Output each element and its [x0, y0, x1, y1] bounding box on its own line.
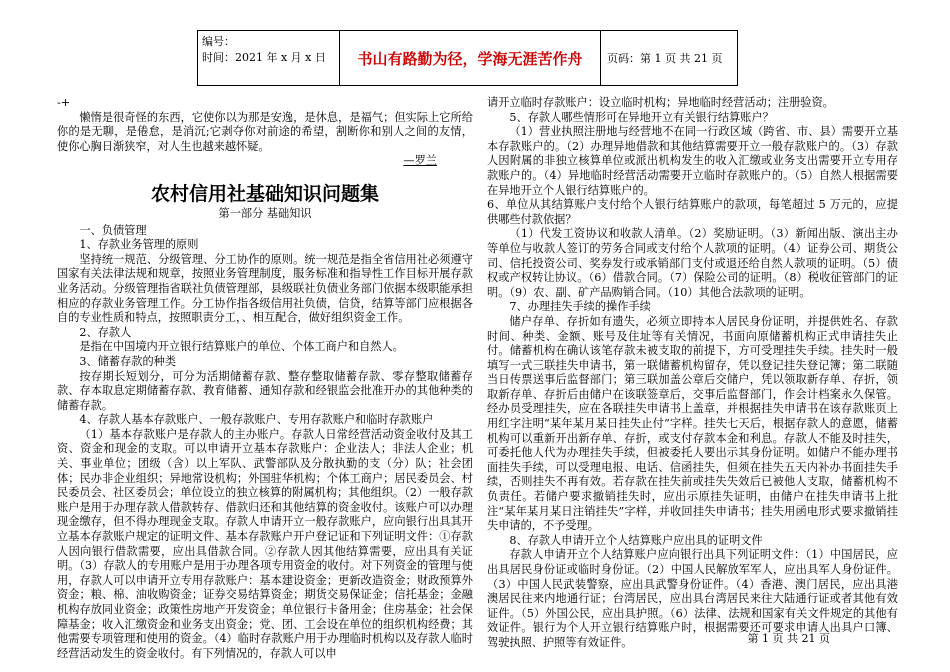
heading-1-2: 2、存款人 [79, 325, 132, 339]
paragraph-loss-report: 储户存单、存折如有遗失，必须立即持本人居民身份证明，并提供姓名、存款时间、种类、金额、账号及住址等有关情况，书面向原储蓄机构正式申请挂失止付。储蓄机构在确认该笔存款未被支取的前提下，方可受理挂失手续。挂失时一般填写一式三联挂失申请书，第一联储蓄机构留存，凭以登记挂失登记簿；第二联随当日传票送事后监督部门；第三联加盖公章后交储户，凭以领取新存单、存折，领取新存单、存折后由储户在该联签章后，交事后监督部门，作会计档案永久保管。经办员受理挂失，应在各联挂失申请书上盖章，并根据挂失申请书在该存款账页上用红字注明“某年某月某日挂失止付”字样。挂失七天后，根据存款人的意愿，储蓄机构可以重新开出新存单、存折，或支付存款本金和利息。存款人不能及时挂失，可委托他人代为办理挂失手续，但被委托人要出示其身份证明。如储户不能办理书面挂失手续，可以受理电报、电话、信函挂失，但须在挂失五天内补办书面挂失手续，否则挂失不再有效。若存款在挂失前或挂失失效后已被他人支取，储蓄机构不负责任。若储户要求撤销挂失时，应出示原挂失证明，由储户在挂失申请书上批注“某年某月某日注销挂失”字样，并收回挂失申请书；挂失用函电形式要求撤销挂失申请的，不予受理。 [487, 314, 898, 533]
left-column [57, 96, 473, 661]
heading-1-3: 3、储蓄存款的种类 [79, 354, 177, 368]
page-header [197, 30, 738, 86]
paragraph-id-documents: 存款人申请开立个人结算账户应向银行出具下列证明文件：（1）中国居民，应出具居民身份证或临时身份证。（2）中国人民解放军军人，应出具军人身份证件。（3）中国人民武装警察，应出具武警身份证件。（4）香港、澳门居民，应出具港澳居民往来内地通行证；台湾居民，应出具台湾居民来往大陆通行证或者其他有效证件。（5）外国公民，应出具护照。（6）法律、法规和国家有关文件规定的其他有效证件。银行为个人开立银行结算账户时，根据需要还可要求申请人出具户口簿、驾驶执照、护照等有效证件。 [487, 548, 898, 649]
heading-1-4: 4、存款人基本存款账户、一般存款账户、专用存款账户和临时存款账户 [79, 413, 434, 427]
heading-5: 5、存款人哪些情形可在异地开立有关银行结算账户？ [509, 110, 774, 124]
heading-8: 8、存款人申请开立个人结算账户应出具的证明文件 [509, 533, 763, 547]
opening-quote: 懒惰是很奇怪的东西，它使你以为那是安逸，是休息，是福气；但实际上它所给你的是无聊，是倦怠，是消沉;它剥夺你对前途的希望，割断你和别人之间的友情，使你心胸日渐狭窄，对人生也越来越怀疑。 [57, 110, 473, 153]
paragraph-payment-basis: （1）代发工资协议和收款人清单。（2）奖励证明。（3）新闻出版、演出主办等单位与收款人签订的劳务合同或支付给个人款项的证明。（4）证券公司、期货公司、信托投资公司、奖券发行或承销部门支付或退还给自然人款项的证明。（5）债权或产权转让协议。（6）借款合同。（7）保险公司的证明。（8）税收征管部门的证明。（9）农、副、矿产品购销合同。（10）其他合法款项的证明。 [487, 227, 898, 299]
paragraph-principles: 坚持统一规范、分级管理、分工协作的原则。统一规范是指全省信用社必须遵守国家有关法律法规和规章，按照业务管理制度，服务标准和指导性工作目标开展存款业务活动。分级管理指省联社负债管理部，县级联社负债业务部门依据本级职能承担相应的存款业务管理工作。分工协作指各级信用社负债，信贷，结算等部门应根据各自的专业性质和特点，按照职责分工，、相互配合，做好组织资金工作。 [57, 252, 473, 325]
header-meta [198, 31, 340, 85]
document-number-label: 编号： [202, 35, 235, 48]
right-column [487, 96, 898, 651]
dash-marker: -+ [57, 96, 71, 109]
paragraph-offsite-accounts: （1）营业执照注册地与经营地不在同一行政区域（跨省、市、县）需要开立基本存款账户的。（2）办理异地借款和其他结算需要开立一般存款账户的。（3）存款人因附属的非独立核算单位或派出机构发生的收入汇缴或业务支出需要开立专用存款账户的。（4）异地临时经营活动需要开立临时存款账户的。（5）自然人根据需要在异地开立个人银行结算账户的。 [487, 125, 898, 197]
paragraph-account-types: （1）基本存款账户是存款人的主办账户。存款人日常经营活动资金收付及其工资、资金和现金的支取。可以申请开立基本存款账户：企业法人；非法人企业；机关、事业单位；团级（含）以上军队、武警部队及分散执勤的支（分）队；社会团体；民办非企业组织；异地常设机构；外国驻华机构；个体工商户；居民委员会、村民委员会、社区委员会；单位设立的独立核算的附属机构；其他组织。（2）一般存款账户是用于办理存款人借款转存、借款归还和其他结算的资金收付。该账户可以办理现金缴存，但不得办理现金支取。存款人申请开立一般存款账户，应向银行出具其开立基本存款账户规定的证明文件、基本存款账户开户登记证和下列证明文件：①存款人因向银行借款需要，应出具借款合同。②存款人因其他结算需要，应出具有关证明。（3）存款人的专用账户是用于办理各项专用资金的收付。对下列资金的管理与使用，存款人可以申请开立专用存款账户：基本建设资金；更新改造资金；财政预算外资金；粮、棉、油收购资金；证券交易结算资金；期货交易保证金；信托基金；金融机构存放同业资金；政策性房地产开发资金；单位银行卡备用金；住房基金；社会保障基金；收入汇缴资金和业务支出资金；党、团、工会设在单位的组织机构经费；其他需要专项管理和使用的资金。（4）临时存款账户用于办理临时机构以及存款人临时经营活动发生的资金收付。有下列情况的，存款人可以申 [57, 427, 473, 660]
heading-7: 7、办理挂失手续的操作手续 [509, 300, 651, 314]
paragraph-deposit-types: 按存期长短划分，可分为活期储蓄存款、整存整取储蓄存款、零存整取储蓄存款、存本取息定期储蓄存款、教育储蓄、通知存款和经银监会批准开办的其他种类的储蓄存款。 [57, 369, 473, 412]
part-subtitle: 第一部分 基础知识 [218, 206, 312, 220]
section-heading-1: 一、负债管理 [79, 223, 147, 237]
quote-author: —罗兰 [403, 154, 437, 168]
header-motto: 书山有路勤为径，学海无涯苦作舟 [340, 31, 601, 85]
paragraph-depositor: 是指在中国境内开立银行结算账户的单位、个体工商户和自然人。 [79, 340, 404, 354]
heading-6: 6、单位从其结算账户支付给个人银行结算账户的款项，每笔超过 5 万元的，应提供哪些付款依据？ [487, 198, 898, 226]
header-page-info: 页码：第 1 页 共 21 页 [607, 52, 723, 65]
document-time-label: 时间：2021 年 x 月 x 日 [202, 51, 326, 64]
page-footer: 第 1 页 共 21 页 [747, 632, 830, 645]
heading-1-1: 1、存款业务管理的原则 [79, 238, 199, 252]
paragraph-continued: 请开立临时存款账户：设立临时机构；异地临时经营活动；注册验资。 [487, 96, 834, 109]
document-title: 农村信用社基础知识问题集 [150, 182, 379, 205]
